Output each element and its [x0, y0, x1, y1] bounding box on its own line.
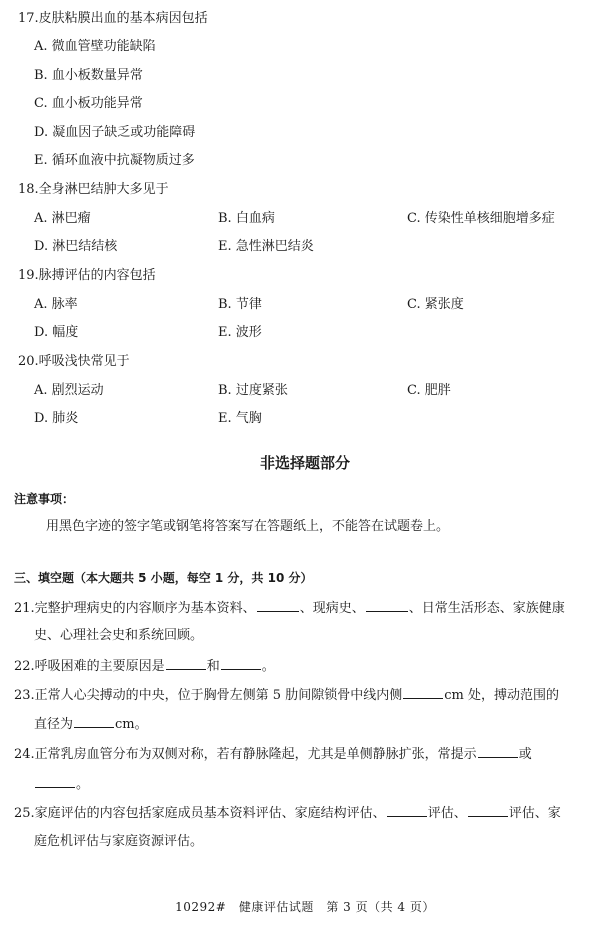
q22-text-b: 和: [206, 659, 220, 674]
q18-option-b: B. 白血病: [218, 211, 275, 226]
q21-text-a: 21.完整护理病史的内容顺序为基本资料、: [14, 601, 256, 616]
notice-heading: 注意事项：: [14, 492, 75, 506]
q18-option-d: D. 淋巴结结核: [34, 239, 118, 254]
q17-option-c: C. 血小板功能异常: [34, 96, 143, 111]
q20-option-d: D. 肺炎: [34, 411, 79, 426]
q21-text-c: 、日常生活形态、家族健康: [408, 601, 565, 616]
q25-blank-2[interactable]: [468, 803, 508, 817]
q23-blank-2[interactable]: [74, 714, 114, 728]
q24-text-b: 或: [518, 747, 532, 762]
q23-text-c: 直径为: [34, 717, 74, 732]
q17-option-e: E. 循环血液中抗凝物质过多: [34, 153, 195, 168]
q23-text-b: cm 处，搏动范围的: [444, 688, 559, 703]
question-20-stem: 20.呼吸浅快常见于: [18, 354, 130, 369]
q24-text-c: 。: [76, 777, 90, 792]
part3-heading: 三、填空题（本大题共 5 小题，每空 1 分，共 10 分）: [14, 571, 313, 585]
q21-text-b: 、现病史、: [299, 601, 365, 616]
q23-blank-1[interactable]: [403, 685, 443, 699]
q18-option-c: C. 传染性单核细胞增多症: [407, 211, 555, 226]
q25-text-b: 评估、: [427, 806, 467, 821]
question-24-cont: [34, 774, 89, 794]
question-25: [14, 803, 561, 823]
question-21-cont: 史、心理社会史和系统回顾。: [34, 628, 204, 643]
q22-text-c: 。: [261, 659, 275, 674]
q19-option-b: B. 节律: [218, 297, 262, 312]
q19-option-e: E. 波形: [218, 325, 262, 340]
q24-blank-2[interactable]: [35, 774, 75, 788]
q18-option-e: E. 急性淋巴结炎: [218, 239, 314, 254]
question-24: [14, 744, 532, 764]
question-25-cont: 庭危机评估与家庭资源评估。: [34, 834, 204, 849]
q18-option-a: A. 淋巴瘤: [34, 211, 91, 226]
q17-option-b: B. 血小板数量异常: [34, 68, 143, 83]
q17-option-d: D. 凝血因子缺乏或功能障碍: [34, 125, 196, 140]
q23-text-d: cm。: [115, 717, 148, 732]
q23-text-a: 23.正常人心尖搏动的中央，位于胸骨左侧第 5 肋间隙锁骨中线内侧: [14, 688, 403, 703]
q21-blank-1[interactable]: [257, 598, 299, 612]
q24-blank-1[interactable]: [478, 744, 518, 758]
q19-option-d: D. 幅度: [34, 325, 79, 340]
question-23-cont: [34, 714, 148, 734]
q25-text-c: 评估、家: [508, 806, 561, 821]
question-23: [14, 685, 559, 705]
question-17-stem: 17.皮肤粘膜出血的基本病因包括: [18, 11, 208, 26]
q25-blank-1[interactable]: [387, 803, 427, 817]
notice-text: 用黑色字迹的签字笔或钢笔将答案写在答题纸上，不能答在试题卷上。: [46, 519, 450, 534]
q22-blank-2[interactable]: [221, 656, 261, 670]
q25-text-a: 25.家庭评估的内容包括家庭成员基本资料评估、家庭结构评估、: [14, 806, 386, 821]
q21-blank-2[interactable]: [366, 598, 408, 612]
q20-option-b: B. 过度紧张: [218, 383, 288, 398]
question-18-stem: 18.全身淋巴结肿大多见于: [18, 182, 169, 197]
q19-option-c: C. 紧张度: [407, 297, 464, 312]
q24-text-a: 24.正常乳房血管分布为双侧对称，若有静脉隆起，尤其是单侧静脉扩张，常提示: [14, 747, 477, 762]
question-19-stem: 19.脉搏评估的内容包括: [18, 268, 156, 283]
q19-option-a: A. 脉率: [34, 297, 78, 312]
q20-option-e: E. 气胸: [218, 411, 262, 426]
page-footer: 10292# 健康评估试题 第 3 页（共 4 页）: [175, 900, 435, 914]
question-21: [14, 598, 565, 618]
q22-blank-1[interactable]: [166, 656, 206, 670]
question-22: [14, 656, 275, 676]
q22-text-a: 22.呼吸困难的主要原因是: [14, 659, 165, 674]
q20-option-a: A. 剧烈运动: [34, 383, 104, 398]
section-title: 非选择题部分: [259, 454, 350, 472]
q20-option-c: C. 肥胖: [407, 383, 451, 398]
q17-option-a: A. 微血管壁功能缺陷: [34, 39, 156, 54]
